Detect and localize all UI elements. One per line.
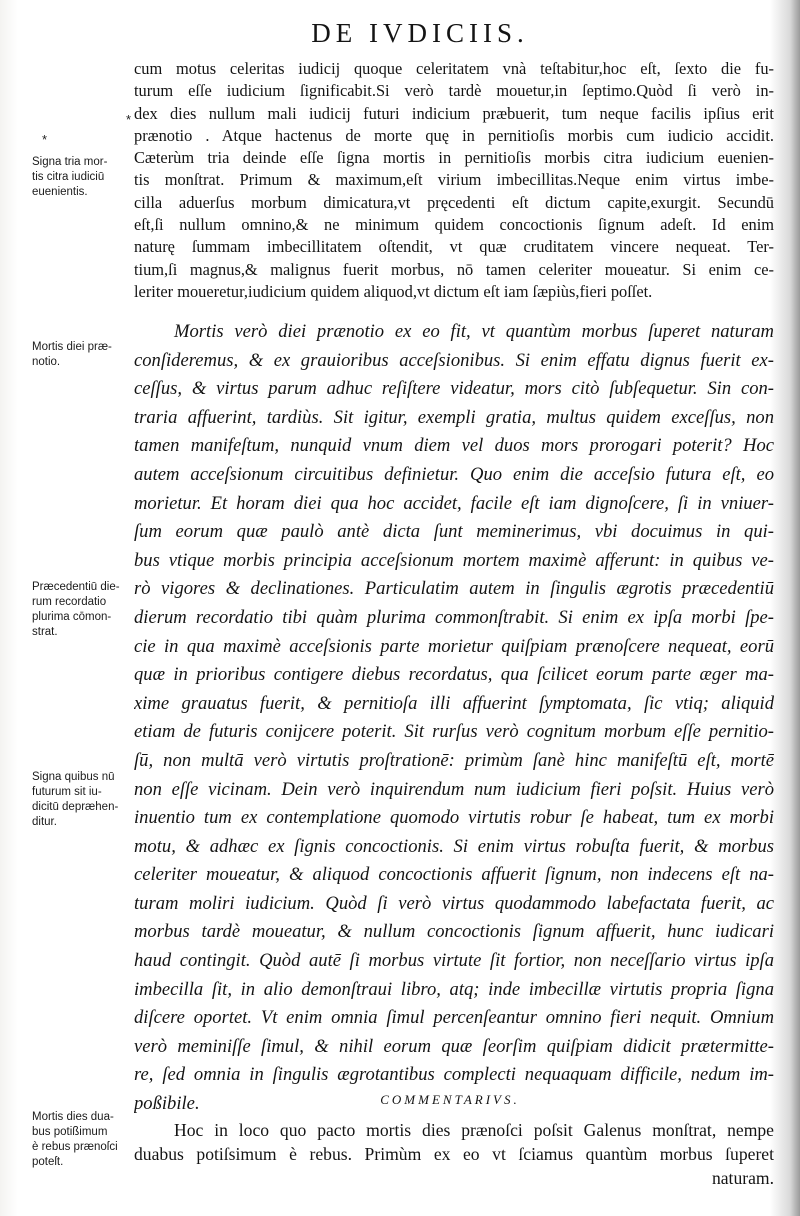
text-line: cie in qua maximè acceſsionis parte morietur quiſpiam prænoſcere nequeat, eorū xyxy=(134,635,774,657)
text-line: duabus potiſsimum è rebus. Primùm ex eo vt ſciamus quantùm morbus ſuperet xyxy=(134,1144,774,1164)
running-head: DE IVDICIIS. xyxy=(311,18,529,48)
text-line: eſt,ſi nullum omnino,& ne minimum quidem concoctionis ſignum adeſt. Id enim xyxy=(134,215,774,235)
text-line: xime grauatus fuerit, & pernitioſa illi affuerint ſymptomata, ſic vtiq; aliquid xyxy=(134,692,774,714)
text-line: dierum recordatio tibi quàm plurima commonſtrabit. Si enim ex ipſa morbi ſpe- xyxy=(134,606,774,628)
margin-note-line: Signa tria mor- xyxy=(32,156,108,168)
margin-note-line: dicitū depræhen- xyxy=(32,801,119,813)
text-line: turum eſſe iudicium ſignificabit.Si verò tardè mouetur,in ſeptimo.Quòd ſi verò in- xyxy=(134,81,774,101)
text-line: poßibile. xyxy=(134,1093,200,1115)
margin-note-line: strat. xyxy=(32,626,58,638)
margin-note-line: euenientis. xyxy=(32,186,88,198)
text-line: cilla aduerſus morbum dimicatura,vt pręcedenti eſt dictum capite,exurgit. Secundū xyxy=(134,192,774,212)
paragraph-upright xyxy=(134,58,774,303)
text-line: morietur. Et horam diei qua hoc accidet, facile eſt iam dignoſcere, ſi in vniuer- xyxy=(134,492,774,514)
commentary-paragraph xyxy=(134,1118,774,1190)
text-line: cum motus celeritas iudicij quoque celeritatem vnà teſtabitur,hoc eſt, ſexto die fu- xyxy=(134,59,774,78)
text-line: imbecilla ſit, in alio demonſtraui libro, atq; inde imbecillæ virtutis propria ſigna xyxy=(134,978,774,1000)
margin-note-line: futurum sit iu- xyxy=(32,786,102,798)
text-line: verò meminiſſe ſimul, & nihil eorum quæ ſeorſim quiſpiam didicit prætermitte- xyxy=(134,1035,774,1057)
margin-note-line: è rebus prænoſci xyxy=(32,1141,118,1153)
margin-note-line: rum recordatio xyxy=(32,596,107,608)
margin-note-line: bus potißimum xyxy=(32,1126,108,1138)
text-line: ſū, non multā verò virtutis proſtrationē: primùm ſanè hinc manifeſtū eſt, mortē xyxy=(134,749,774,771)
text-line: non eſſe vicinam. Dein verò inquirendum num iudicium fieri poſsit. Huius verò xyxy=(134,778,774,800)
text-line: naturam. xyxy=(711,1168,774,1188)
text-line: naturę ſummam imbecillitatem oſtendit, vt quæ cruditatem vincere nequeat. Ter- xyxy=(134,237,774,257)
margin-note-line: Signa quibus nū xyxy=(32,771,115,783)
text-line: tis monſtrat. Primum & maximum,eſt virium imbecillitas.Neque enim virtus imbe- xyxy=(134,170,774,190)
margin-note-signa-tria xyxy=(32,155,136,200)
text-line: quæ in prioribus contigere diebus recordatus, qua ſcilicet eorum parte æger ma- xyxy=(134,664,774,686)
text-line: autem acceſsionum circuitibus definietur. Quo enim die acceſsio futura eſt, eo xyxy=(134,463,774,485)
margin-asterisk: * xyxy=(42,132,48,147)
text-line: leriter moueretur,iudicium quidem aliquod,vt dictum eſt iam ſæpiùs,fieri poſſet. xyxy=(134,281,653,301)
margin-note-line: notio. xyxy=(32,356,61,368)
text-line: haud contingit. Quòd autē ſi morbus virtute ſit fortior, non neceſſario virtus ipſa xyxy=(134,950,774,972)
text-line: bus vtique morbis principia acceſsionum mortem maximè afferunt: in quibus ve- xyxy=(134,549,774,571)
text-line: inuentio tum ex contemplatione quomodo virtutis robur ſe habeat, tum ex morbi xyxy=(134,807,774,829)
text-line: celeriter moueatur, & aliquod concoctionis affuerit ſignum, non indecens eſt na- xyxy=(134,864,774,886)
text-line: tamen manifeſtum, nunquid vnum diem vel duos mors prorogari poterit? Hoc xyxy=(134,435,774,457)
text-line: turam moliri iudicium. Quòd ſi verò virtus quodammodo labefactata fuerit, ac xyxy=(134,892,774,914)
text-line: ceſſus, & virtus parum adhuc reſiſtere videatur, mors citò ſubſequetur. Sin con- xyxy=(134,378,774,400)
text-line: diſcere oportet. Vt enim omnia ſimul percenſeantur omnino fieri nequit. Omnium xyxy=(134,1007,774,1029)
margin-note-line: ditur. xyxy=(32,816,57,828)
text-line: motu, & adhæc ex ſignis concoctionis. Si enim virtus robuſta fuerit, & morbus xyxy=(134,835,774,857)
text-line: dex dies nullum mali iudicij futuri indicium præbuerit, tum neque facilis ipſius erit xyxy=(134,103,774,123)
text-line: conſideremus, & ex grauioribus acceſsionibus. Si enim effatu dignus fuerit ex- xyxy=(134,349,774,371)
margin-note-line: poteſt. xyxy=(32,1156,64,1168)
margin-note-line: plurima cōmon- xyxy=(32,611,112,623)
margin-note-praecedentium xyxy=(32,580,136,640)
text-line: traria affuerint, tardiùs. Sit igitur, exempli gratia, multus quidem exceſſus, non xyxy=(134,406,774,428)
paragraph-italic xyxy=(134,318,774,1119)
text-line: ſum eorum quæ paulò antè dicta ſunt meminerimus, vbi docuimus in qui- xyxy=(134,521,774,543)
text-line: tium,ſi magnus,& malignus fuerit morbus, nō tamen celeriter moueatur. Si enim ce- xyxy=(134,259,774,279)
text-line: morbus tardè moueatur, & nullum concoctionis ſignum affuerit, hunc iudicari xyxy=(134,921,774,943)
margin-note-line: Præcedentiū die- xyxy=(32,581,120,593)
margin-note-line: Mortis diei præ- xyxy=(32,341,112,353)
text-line: Hoc in loco quo pacto mortis dies prænoſci poſsit Galenus monſtrat, nempe xyxy=(174,1120,774,1140)
text-line: prænotio . Atque hactenus de morte quę in pernitioſis morbis cum iudicio accidit. xyxy=(134,125,774,145)
margin-note-signa-quibus xyxy=(32,770,136,830)
commentary-heading: COMMENTARIVS. xyxy=(380,1092,520,1107)
margin-note-mortis-diei xyxy=(32,340,136,370)
text-line: Mortis verò diei prænotio ex eo fit, vt quantùm morbus ſuperet naturam xyxy=(174,321,774,342)
margin-note-mortis-dies-duabus xyxy=(32,1110,136,1170)
text-line: re, ſed omnia in ſingulis ægrotantibus complecti nequaquam difficile, nedum im- xyxy=(134,1064,774,1086)
text-line: etiam de futuris conijcere poterit. Sit rurſus verò cognitum morbum eſſe pernitio- xyxy=(134,721,774,743)
margin-note-line: tis citra iudiciū xyxy=(32,171,105,183)
margin-note-line: Mortis dies dua- xyxy=(32,1111,114,1123)
text-asterisk: * xyxy=(126,112,132,127)
text-line: rò vigores & declinationes. Particulatim autem in ſingulis ægrotis præcedentiū xyxy=(134,578,774,600)
text-line: Cæterùm tria deinde eſſe ſigna mortis in pernitioſis morbis citra iudicium euenien- xyxy=(134,148,774,168)
